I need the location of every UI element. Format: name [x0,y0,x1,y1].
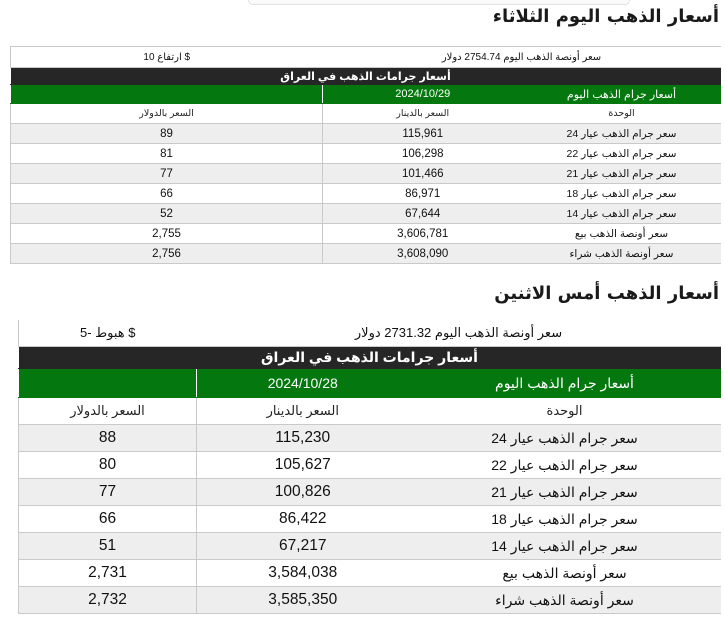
usd-price-cell: 80 [19,452,197,479]
dinar-price-cell: 3,585,350 [197,587,409,614]
usd-price-cell: 89 [11,124,323,144]
date-row [19,369,721,398]
header-row [11,104,721,124]
dinar-price-cell: 105,627 [197,452,409,479]
dinar-price-cell: 100,826 [197,479,409,506]
band-title: أسعار جرامات الذهب في العراق [11,68,721,85]
unit-cell: سعر أونصة الذهب بيع [409,560,721,587]
empty-cell [19,369,197,398]
unit-cell: سعر أونصة الذهب شراء [409,587,721,614]
unit-cell: سعر جرام الذهب عيار 22 [409,452,721,479]
usd-price-cell: 52 [11,204,323,224]
table-row [11,204,721,224]
usd-price-cell: 2,755 [11,224,323,244]
dinar-header: السعر بالدينار [323,104,523,124]
dinar-price-cell: 101,466 [323,164,523,184]
table-row [11,244,721,264]
unit-cell: سعر جرام الذهب عيار 21 [523,164,721,184]
yesterday-heading: أسعار الذهب أمس الاثنين [494,283,719,304]
yesterday-rows [19,425,721,614]
header-row [19,398,721,425]
dinar-price-cell: 67,644 [323,204,523,224]
usd-price-cell: 66 [19,506,197,533]
ounce-info-row [11,47,721,68]
usd-price-cell: 2,756 [11,244,323,264]
top-edge-decoration [248,0,630,5]
unit-cell: سعر جرام الذهب عيار 14 [409,533,721,560]
date-row [11,85,721,104]
table-row [19,506,721,533]
unit-header: الوحدة [409,398,721,425]
table-row [19,452,721,479]
ounce-price-text: سعر أونصة الذهب اليوم 2731.32 دولار [197,320,721,347]
today-heading: أسعار الذهب اليوم الثلاثاء [492,6,719,27]
band-title: أسعار جرامات الذهب في العراق [19,347,721,369]
table-row [11,144,721,164]
price-change-text: هبوط -5 $ [19,320,197,347]
dinar-price-cell: 3,606,781 [323,224,523,244]
usd-header: السعر بالدولار [11,104,323,124]
usd-header: السعر بالدولار [19,398,197,425]
table-row [11,164,721,184]
unit-cell: سعر جرام الذهب عيار 24 [523,124,721,144]
table-row [19,425,721,452]
dinar-price-cell: 3,608,090 [323,244,523,264]
unit-header: الوحدة [523,104,721,124]
dinar-price-cell: 106,298 [323,144,523,164]
dinar-price-cell: 115,961 [323,124,523,144]
column-label: أسعار جرام الذهب اليوم [409,369,721,398]
unit-cell: سعر جرام الذهب عيار 18 [409,506,721,533]
today-gold-table [10,46,721,264]
table-row [19,560,721,587]
table-row [11,224,721,244]
today-rows [11,124,721,264]
unit-cell: سعر أونصة الذهب شراء [523,244,721,264]
unit-cell: سعر جرام الذهب عيار 21 [409,479,721,506]
dinar-header: السعر بالدينار [197,398,409,425]
price-change-text: ارتفاع 10 $ [11,47,323,68]
unit-cell: سعر جرام الذهب عيار 24 [409,425,721,452]
table-row [19,533,721,560]
dinar-price-cell: 86,422 [197,506,409,533]
ounce-info-row [19,320,721,347]
unit-cell: سعر أونصة الذهب بيع [523,224,721,244]
band-row [11,68,721,85]
date-label: 2024/10/28 [197,369,409,398]
empty-cell [11,85,323,104]
usd-price-cell: 2,731 [19,560,197,587]
usd-price-cell: 51 [19,533,197,560]
column-label: أسعار جرام الذهب اليوم [523,85,721,104]
dinar-price-cell: 115,230 [197,425,409,452]
dinar-price-cell: 86,971 [323,184,523,204]
unit-cell: سعر جرام الذهب عيار 22 [523,144,721,164]
unit-cell: سعر جرام الذهب عيار 14 [523,204,721,224]
dinar-price-cell: 67,217 [197,533,409,560]
band-row [19,347,721,369]
usd-price-cell: 77 [11,164,323,184]
ounce-price-text: سعر أونصة الذهب اليوم 2754.74 دولار [323,47,721,68]
dinar-price-cell: 3,584,038 [197,560,409,587]
table-row [11,184,721,204]
usd-price-cell: 77 [19,479,197,506]
yesterday-gold-table [18,320,721,614]
table-row [11,124,721,144]
usd-price-cell: 66 [11,184,323,204]
usd-price-cell: 81 [11,144,323,164]
unit-cell: سعر جرام الذهب عيار 18 [523,184,721,204]
table-row [19,479,721,506]
usd-price-cell: 2,732 [19,587,197,614]
date-label: 2024/10/29 [323,85,523,104]
usd-price-cell: 88 [19,425,197,452]
table-row [19,587,721,614]
